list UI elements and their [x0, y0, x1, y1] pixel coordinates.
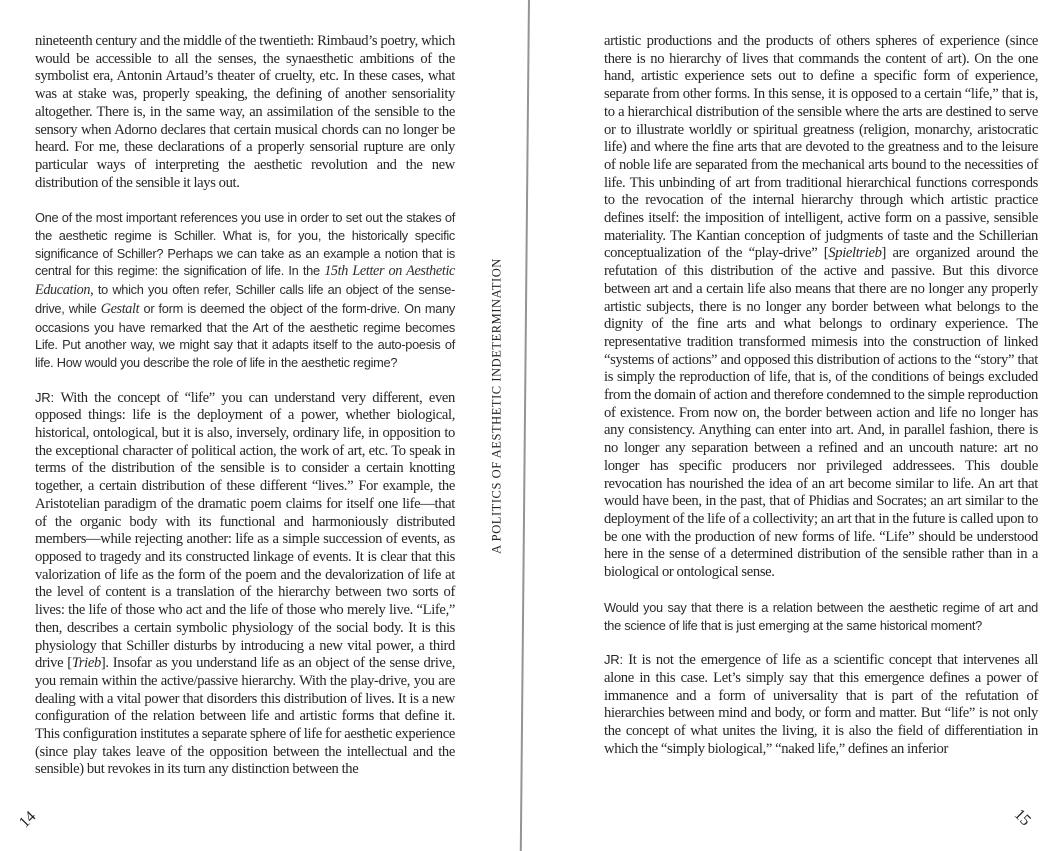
body-text: ]. Insofar as you understand life as an object of the sense drive, you remain within the active/passive hierarchy. With the play-drive, you are dealing with a vital power that disorders this distribution of lives. It is a new configuration of the relation between life and artistic forms that define it. This configuration institutes a separate sphere of life for aesthetic experience (since play takes leave of the opposition between the intellectual and the sensible) but revokes in its turn any distinction between the — [35, 655, 455, 778]
right-page-text — [604, 33, 1038, 775]
speaker-label: JR: — [35, 389, 61, 405]
page-number-right: 15 — [1010, 805, 1035, 830]
jr-answer — [35, 389, 455, 779]
body-text: nineteenth century and the middle of the twentieth: Rimbaud’s poetry, which would be accessible to all the senses, the synaesthetic ambitions of the symbolist era, Antonin Artaud’s theater of cruelty, etc. In these cases, what was at stake was, properly speaking, the defining of another sensoriality altogether. There is, in the same way, an assimilation of the sensible to the sensory when Adorno declares that certain musical chords can no longer be heard. For me, these declarations of a properly sensorial rupture are only particular ways of interpreting the aesthetic revolution and the new distribution of the sensible it lays out. — [35, 33, 455, 191]
body-text: One of the most important references you use in order to set out the stakes of the aesthetic regime is Schiller. What is, for you, the historically specific significance of Schiller? Perhaps we can take as an example a notion that is central for this regime: the signification of life. In the — [35, 210, 455, 279]
page-number-left: 14 — [15, 807, 40, 832]
body-text: ] are organized around the refutation of this distribution of the active and passive. But this divorce between art and a certain life also means that there are no longer any properly artistic subjects, there is no longer any border between what belongs to the dignity of the fine arts and what belongs to ordinary experience. The representative tradition transformed mimesis into the construction of linked “systems of actions” and opposed this distribution of actions to the “story” that is simply the reproduction of life, that is, of the conditions of beings excluded from the domain of action and therefore condemned to the simple reproduction of existence. From now on, the border between action and life no longer has any consistency. Anything can enter into art. And, in parallel fashion, there is no longer any separation between a refined and an uncouth nature: art no longer has specific producers nor privileged addressees. This double revocation has nourished the idea of an art become similar to life. An art that would have been, in the past, that of Phidias and Socrates; an art similar to the deployment of the life of a collectivity; an art that in the future is called upon to be one with the production of new forms of life. “Life” should be understood here in the sense of a determined distribution of the sensible rather than in a biological or ontological sense. — [604, 245, 1038, 581]
continued-paragraph — [35, 33, 455, 192]
italic-text: 15th Letter on Aesthetic Education, — [35, 263, 455, 299]
body-text: or form is deemed the object of the form-drive. On many occasions you have remarked that the Art of the aesthetic regime becomes Life. Put another way, we might say that it adapts itself to the auto-poesis of life. How would you describe the role of life in the aesthetic regime? — [35, 300, 455, 370]
jr-answer-continued — [604, 33, 1038, 582]
body-text: to which you often refer, Schiller calls life an object of the sense-drive, while — [35, 282, 455, 316]
italic-text: Gestalt — [100, 300, 140, 317]
body-text: With the concept of “life” you can understand very different, even opposed things: life is the deployment of a power, whether biological, historical, ontological, but it is also, inversely, ordinary life, in opposition to the exceptional character of political action, the work of art, etc. To speak in terms of the distribution of the sensible is to consider a certain knotting together, a certain distribution of these different “lives.” For example, the Aristotelian paradigm of the dramatic poem claims for itself one life—that of the organic body with its functional and harmoniously distributed members—while rejecting another: life as a simple succession of events, as opposed to tragedy and its constructed linkage of events. It is clear that this valorization of life as the form of the poem and the devalorization of life at the level of content is a translation of the hierarchy between two sorts of lives: the life of those who act and the life of those who merely live. “Life,” then, describes a certain symbolic physiology of the social body. It is this physiology that Schiller disturbs by introducing a new vital power, a third drive [ — [35, 389, 455, 672]
jr-answer — [604, 651, 1038, 758]
body-text: Would you say that there is a relation between the aesthetic regime of art and the science of life that is just emerging at the same historical moment? — [604, 599, 1038, 633]
body-text: artistic productions and the products of others spheres of experience (since there is no hierarchy of lives that commands the content of art). On the one hand, artistic experience sets out to define a specific form of experience, separate from other forms. In this sense, it is opposed to a certain “life,” that is, to a hierarchical distribution of the sensible where the arts are destined to serve or to illustrate worldly or spiritual greatness (religion, monarchy, aristocratic life) and where the fine arts that are devoted to the greatness and to the leisure of noble life are separated from the mechanical arts bound to the necessities of life. This unbinding of art from traditional hierarchical functions corresponds to the revocation of the internal hierarchy through which artistic practice defines itself: the imposition of intelligent, active form on a passive, sensible materiality. The Kantian conception of judgments of taste and the Schillerian conceptualization of the “play-drive” [ — [604, 33, 1038, 262]
italic-text: Spieltrieb — [828, 245, 882, 262]
page-gutter-divider — [520, 0, 530, 851]
left-page-text — [35, 33, 455, 796]
speaker-label: JR: — [604, 652, 629, 668]
italic-text: Trieb — [71, 655, 101, 672]
vertical-running-head: A POLITICS OF AESTHETIC INDETERMINATION — [489, 258, 504, 554]
interviewer-question — [604, 599, 1038, 634]
body-text: It is not the emergence of life as a scientific concept that intervenes all alone in this case. Let’s simply say that this emergence defines a power of immanence and a form of universality that is part of the refutation of hierarchies between mind and body, or form and matter. But “life” is not only the concept of what unites the living, it is also the field of differentiation in which the “simply biological,” “naked life,” defines an inferior — [604, 652, 1038, 757]
interviewer-question — [35, 209, 455, 371]
